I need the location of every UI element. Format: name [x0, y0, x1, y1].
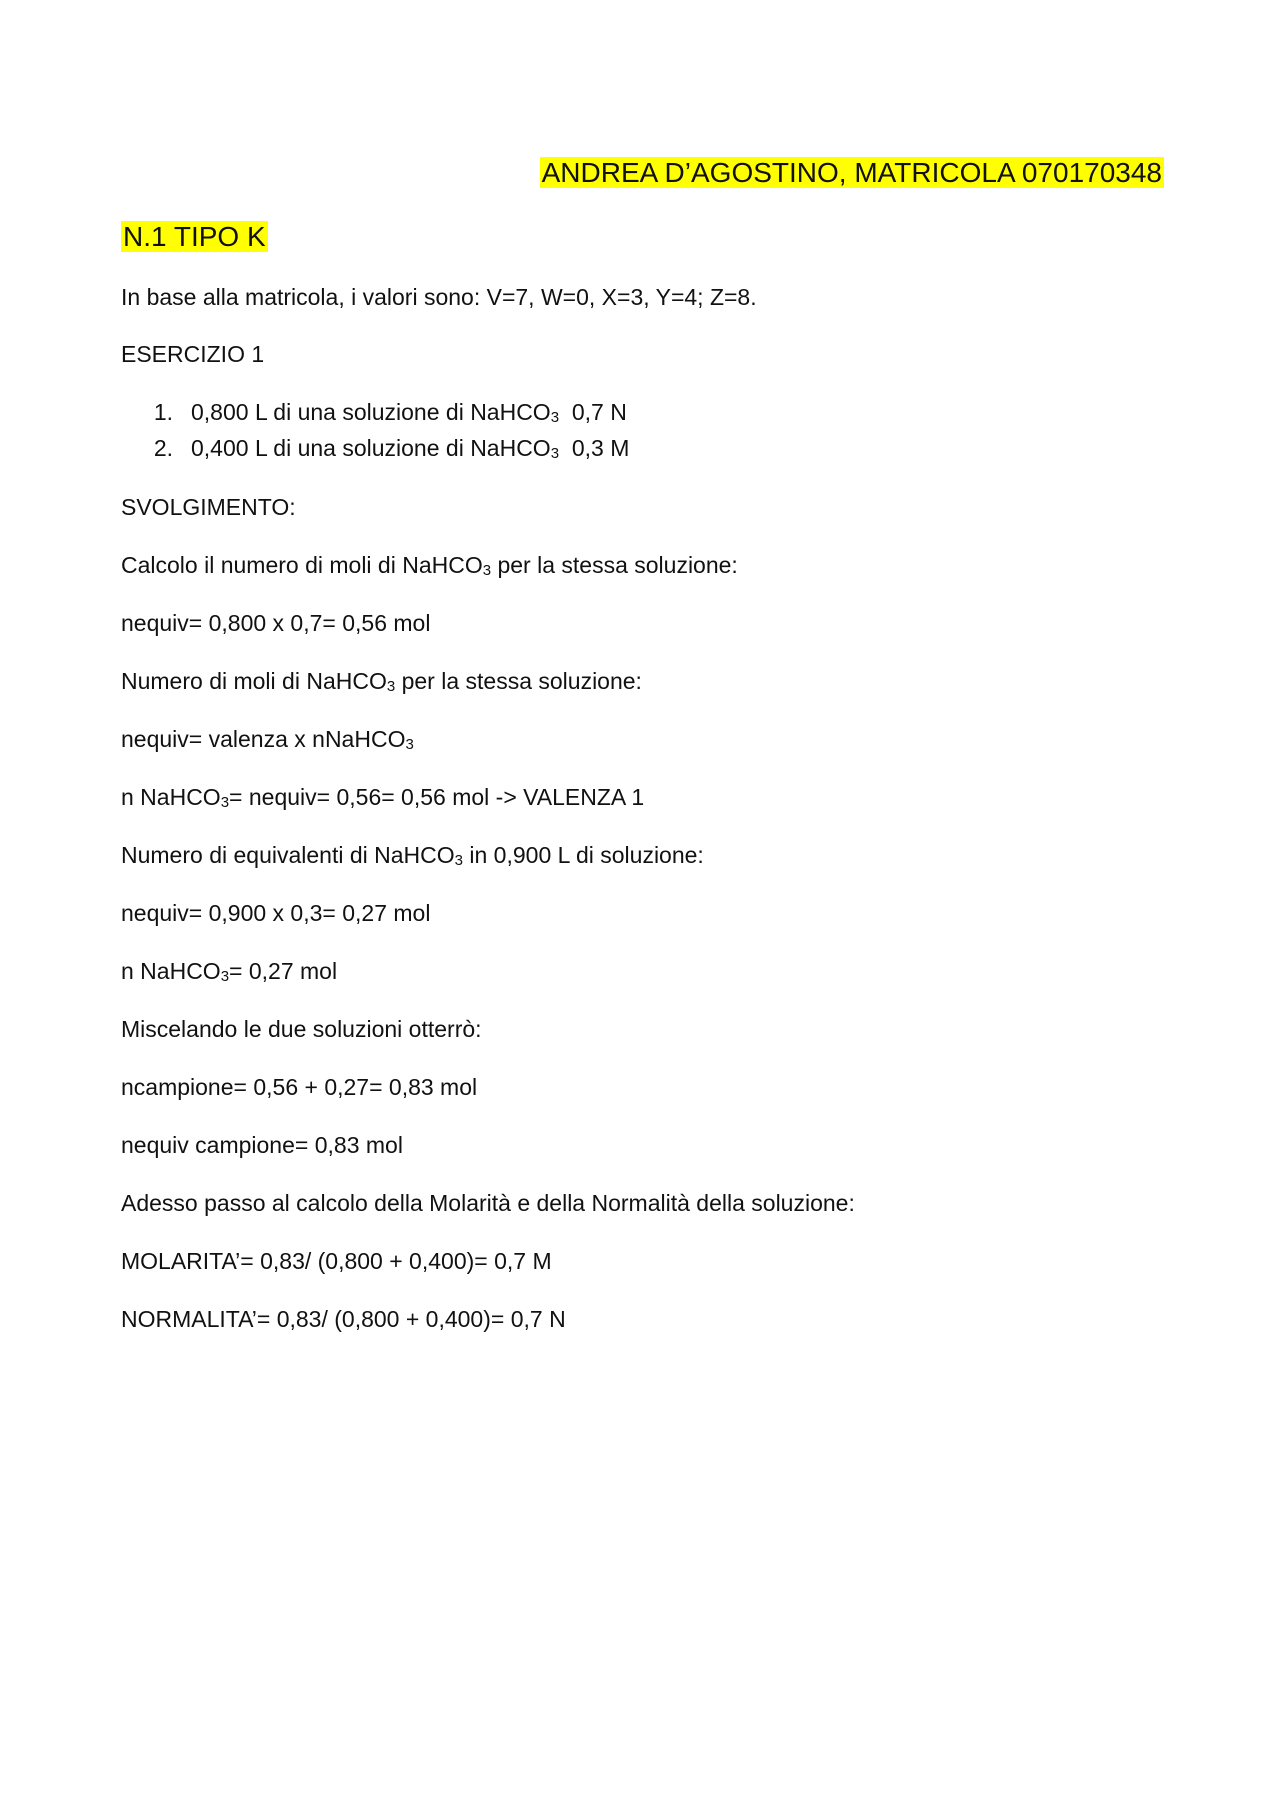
text-line: nequiv= 0,800 x 0,7= 0,56 mol — [121, 610, 431, 636]
student-name-highlight: ANDREA D’AGOSTINO, MATRICOLA 070170348 — [541, 157, 1162, 188]
subscript: 3 — [550, 445, 560, 462]
text-fragment: per la stessa soluzione: — [395, 668, 642, 694]
text-line — [121, 666, 642, 696]
list-item-value: 0,7 N — [559, 399, 627, 425]
list-item-number: 2. — [153, 435, 173, 461]
text-line: ncampione= 0,56 + 0,27= 0,83 mol — [121, 1074, 478, 1100]
text-fragment: n NaHCO — [121, 958, 221, 984]
subscript: 3 — [220, 968, 230, 985]
text-fragment: = nequiv= 0,56= 0,56 mol -> VALENZA 1 — [229, 784, 645, 810]
text-line: Adesso passo al calcolo della Molarità e della Normalità della soluzione: — [121, 1190, 855, 1216]
text-fragment: Calcolo il numero di moli di NaHCO — [121, 552, 483, 578]
student-header — [540, 154, 1164, 192]
subscript: 3 — [482, 562, 492, 579]
text-line — [121, 724, 414, 754]
text-fragment: in 0,900 L di soluzione: — [463, 842, 704, 868]
svolgimento-heading: SVOLGIMENTO: — [121, 494, 296, 520]
subscript: 3 — [220, 794, 230, 811]
text-fragment: nequiv= valenza x nNaHCO — [121, 726, 406, 752]
exercise-title: ESERCIZIO 1 — [121, 341, 265, 367]
intro-text: In base alla matricola, i valori sono: V=7, W=0, X=3, Y=4; Z=8. — [121, 284, 757, 310]
list-item-value: 0,3 M — [559, 435, 630, 461]
text-line — [121, 956, 337, 986]
text-line: nequiv= 0,900 x 0,3= 0,27 mol — [121, 900, 431, 926]
text-line — [121, 550, 738, 580]
text-fragment: Numero di equivalenti di NaHCO — [121, 842, 455, 868]
section-title — [121, 218, 268, 256]
text-fragment: per la stessa soluzione: — [491, 552, 738, 578]
section-title-highlight: N.1 TIPO K — [123, 221, 266, 252]
text-line: nequiv campione= 0,83 mol — [121, 1132, 403, 1158]
text-line — [121, 782, 644, 812]
list-item-text: 0,400 L di una soluzione di NaHCO — [191, 435, 551, 461]
subscript: 3 — [405, 736, 414, 753]
subscript: 3 — [386, 678, 396, 695]
text-fragment: Numero di moli di NaHCO — [121, 668, 387, 694]
text-line: Miscelando le due soluzioni otterrò: — [121, 1016, 482, 1042]
text-fragment: n NaHCO — [121, 784, 221, 810]
text-line — [121, 840, 704, 870]
normalita-result: NORMALITA’= 0,83/ (0,800 + 0,400)= 0,7 N — [121, 1306, 566, 1332]
list-item-text: 0,800 L di una soluzione di NaHCO — [191, 399, 551, 425]
subscript: 3 — [454, 852, 463, 869]
list-item — [121, 397, 627, 427]
text-fragment: = 0,27 mol — [229, 958, 338, 984]
list-item — [121, 433, 629, 463]
molarita-result: MOLARITA’= 0,83/ (0,800 + 0,400)= 0,7 M — [121, 1248, 552, 1274]
list-item-number: 1. — [153, 399, 173, 425]
subscript: 3 — [550, 409, 560, 426]
